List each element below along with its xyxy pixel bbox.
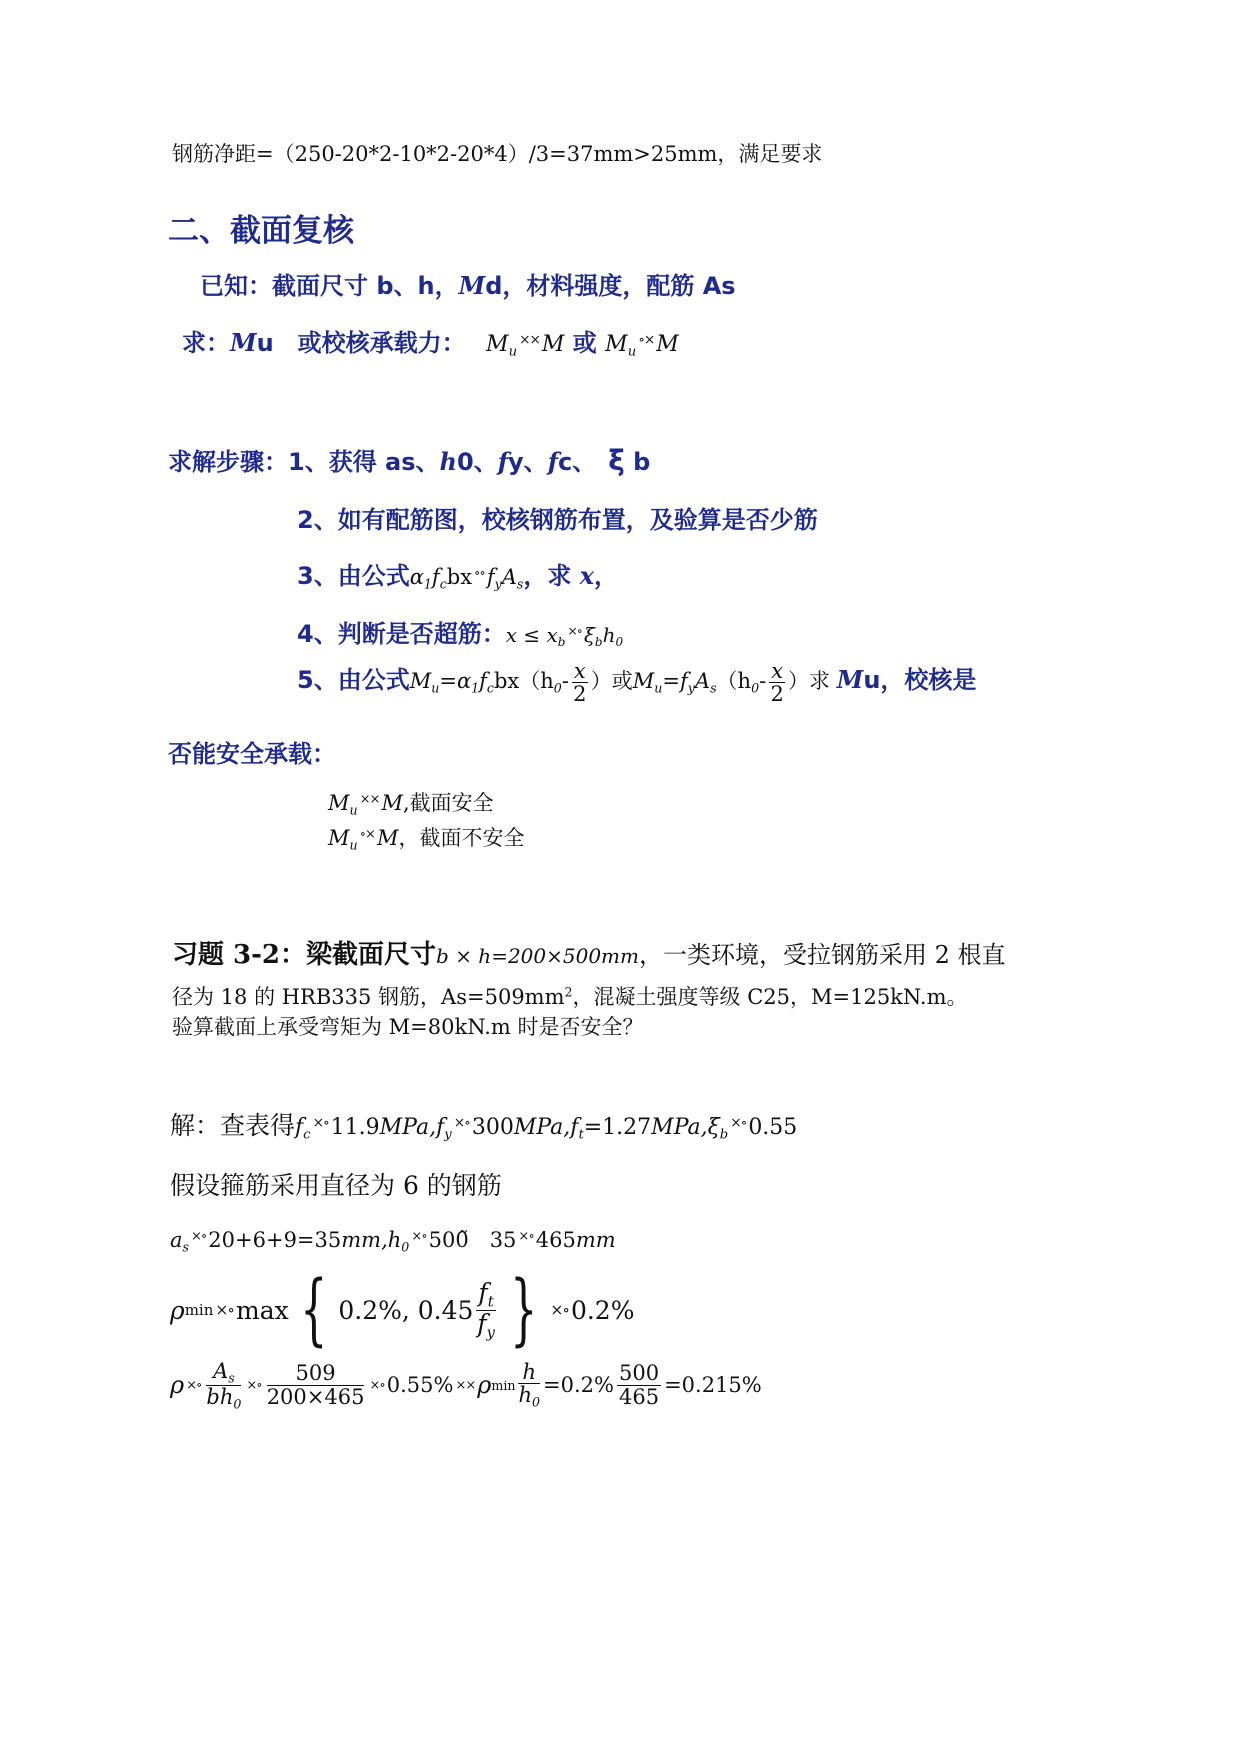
known-text-2: d，材料强度，配筋 As xyxy=(485,272,736,300)
known-M: M xyxy=(458,271,486,300)
step-5: 5、由公式$M_u=\alpha_1f_cbx(h_0-$ $\frac{x}{2}$ ）或$M_u=f_yA_s(h_0-$ $\frac{x}{2}$ ）求 Mu，校核是 xyxy=(297,659,977,707)
ask-or: 或 xyxy=(564,329,606,357)
solution-rho-check: ρ ×∘ $\frac{A_s}{bh_0}$ ×∘ $\frac{509}{200\times 465}$ ×∘ 0.55% ×× ρ min $\frac{h}{h_0}$ =0.2% $\frac{500}{465}$ =0.215% xyxy=(170,1358,762,1411)
exercise-heading: 习题 3-2：梁截面尺寸b × h=200×500mm，一类环境，受拉钢筋采用 2 根直 xyxy=(172,940,1006,970)
step-3: 3、由公式$\alpha_1f_cbx$ $^{\circ\circ}f_yA_s$，求 x， xyxy=(297,561,619,592)
ask-text-1: 求： xyxy=(182,329,230,357)
ask-M: M xyxy=(230,328,257,357)
step-1: 求解步骤：1、获得 as、h0、fy、fc、 ξ b xyxy=(168,444,651,477)
exercise-line-2: 径为 18 的 HRB335 钢筋，$As=509mm^2$，混凝土强度等级 C25，M=125kN.m。 xyxy=(172,984,968,1009)
ask-line xyxy=(182,323,679,360)
ask-formula: $M_u^{\times\times}M$ xyxy=(486,331,565,360)
section-title: 二、截面复核 xyxy=(168,213,354,249)
step-2: 2、如有配筋图，校核钢筋布置，及验算是否少筋 xyxy=(297,506,818,534)
solution-given: 解：查表得$f_c^{\times\circ}11.9MPa,f_y^{\times\circ}300MPa,f_t=1.27MPa,\xi_b^{\times\circ}0.55$ xyxy=(170,1111,798,1143)
condition-safe: $M_u^{\times\times}M$,截面安全 xyxy=(328,791,494,818)
known-text-1: 已知：截面尺寸 b、h， xyxy=(200,272,459,300)
solution-rho-min: ρ min ×∘ max { 0.2%, 0.45 $\frac{f_t}{f_y}$ } ×∘ 0.2% xyxy=(170,1265,635,1355)
exercise-line-3: 验算截面上承受弯矩为 M=80kN.m 时是否安全？ xyxy=(172,1015,644,1039)
ask-text-2: u 或校核承载力： xyxy=(256,329,466,357)
ask-formula-2: $M_u^{\circ\times}M$ xyxy=(605,331,679,360)
step-4: 4、判断是否超筋：$x \le x_b^{\times\circ}$ $\xi_bh_0$ xyxy=(297,620,624,650)
step-5-continued: 否能安全承载： xyxy=(168,740,336,768)
solution-assume: 假设箍筋采用直径为 6 的钢筋 xyxy=(170,1171,502,1200)
condition-unsafe: $M_u^{\circ\times}M$，截面不安全 xyxy=(328,826,525,853)
known-line xyxy=(200,266,736,301)
spacing-line: 钢筋净距=（250-20*2-10*2-20*4）/3=37mm>25mm，满足要求 xyxy=(172,142,823,166)
solution-as-h0: $a_s^{\times\circ}20+6+9=35mm,h_0^{\times\circ}500̃$ 35 ×∘465mm xyxy=(170,1228,616,1255)
